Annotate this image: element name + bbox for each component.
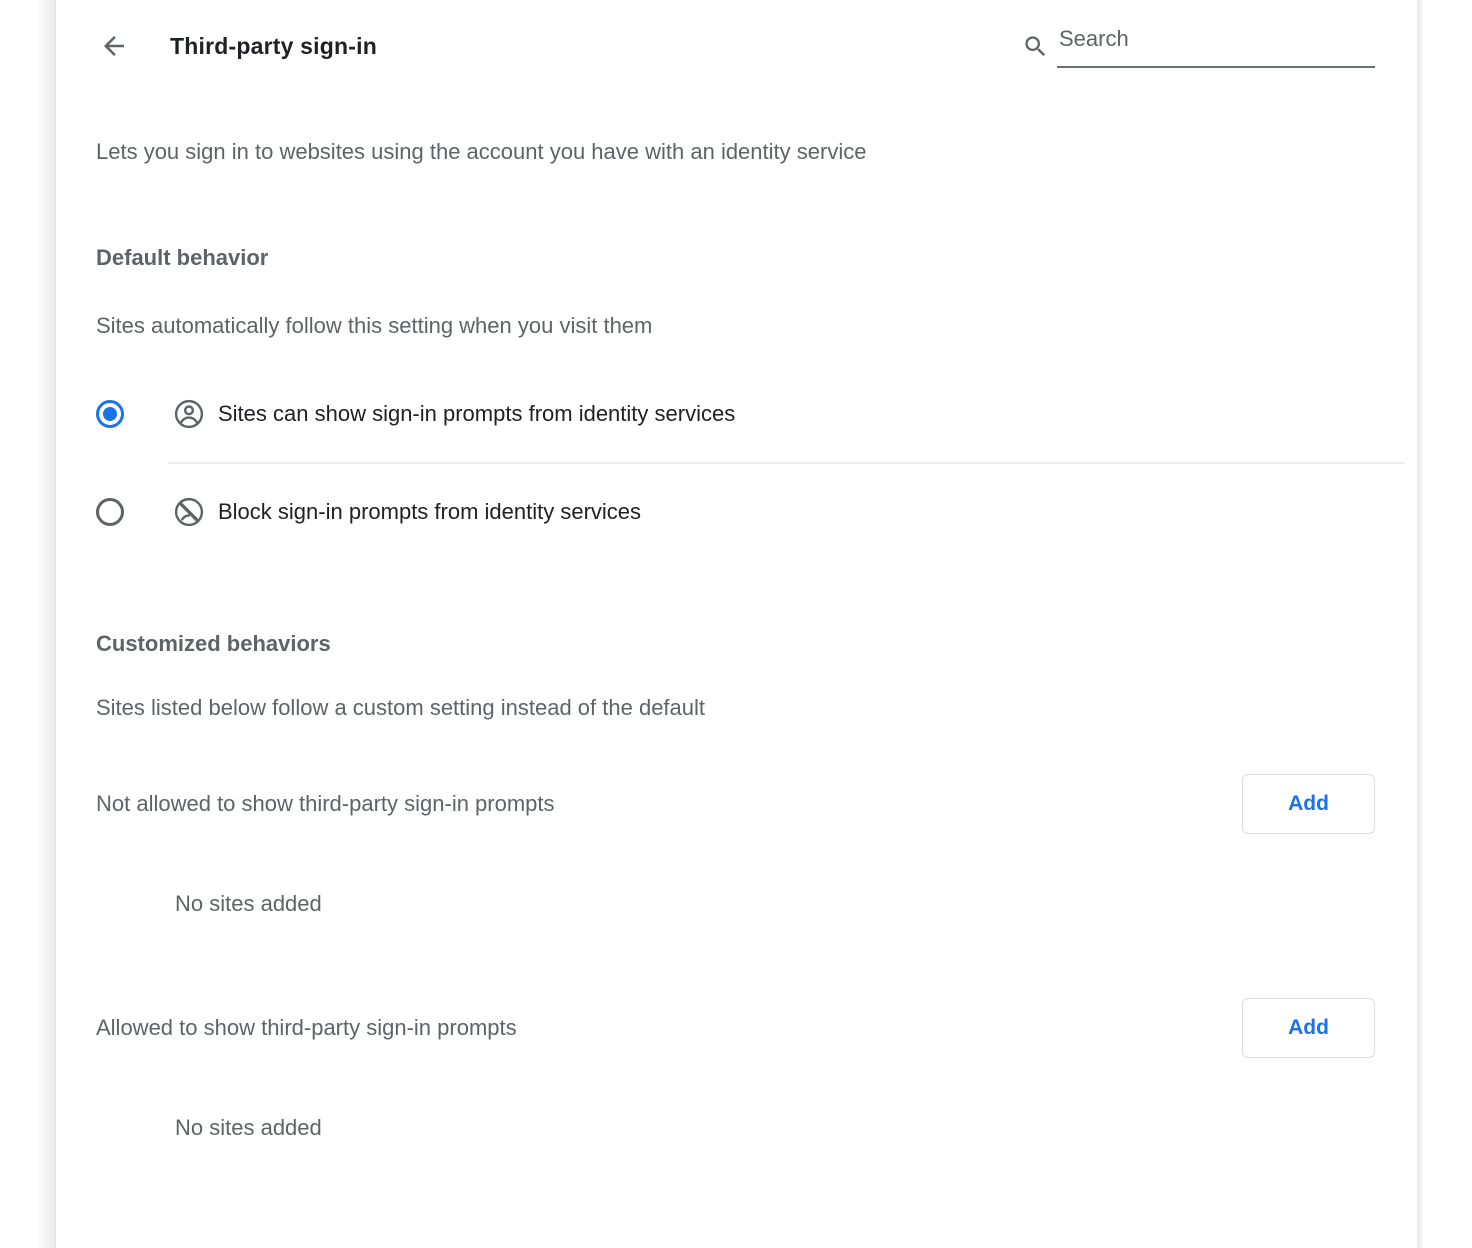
not-allowed-list-label: Not allowed to show third-party sign-in prompts	[96, 791, 555, 816]
settings-content	[57, 138, 1417, 1142]
account-circle-icon	[172, 397, 206, 431]
allowed-list-label: Allowed to show third-party sign-in prompts	[96, 1015, 517, 1040]
allowed-empty-text: No sites added	[175, 1115, 322, 1140]
not-allowed-list-header	[96, 774, 1375, 834]
not-allowed-empty-text: No sites added	[175, 891, 322, 916]
page-title: Third-party sign-in	[170, 32, 377, 59]
page-description: Lets you sign in to websites using the account you have with an identity service	[96, 139, 867, 164]
option-block-signin-prompts[interactable]	[96, 484, 1375, 540]
option-label: Sites can show sign-in prompts from identity services	[218, 401, 736, 426]
radio-selected[interactable]	[96, 400, 124, 428]
divider	[168, 462, 1405, 464]
search-input[interactable]	[1057, 24, 1375, 68]
radio-unselected[interactable]	[96, 498, 124, 526]
option-label: Block sign-in prompts from identity services	[218, 499, 642, 524]
add-allowed-site-button[interactable]: Add	[1242, 998, 1375, 1058]
allowed-list-header	[96, 998, 1375, 1058]
option-allow-signin-prompts[interactable]	[96, 386, 1375, 442]
customized-behaviors-heading: Customized behaviors	[96, 631, 331, 656]
settings-card	[57, 0, 1417, 1248]
page-right-edge	[1417, 0, 1423, 1248]
back-button[interactable]	[96, 28, 132, 64]
default-behavior-subheading: Sites automatically follow this setting when you visit them	[96, 313, 653, 338]
default-behavior-heading: Default behavior	[96, 245, 269, 270]
settings-header	[57, 0, 1417, 70]
search-icon	[1022, 33, 1049, 60]
add-not-allowed-site-button[interactable]: Add	[1242, 774, 1375, 834]
search-field	[1022, 24, 1375, 68]
page-left-edge	[38, 0, 56, 1248]
account-blocked-icon	[172, 495, 206, 529]
customized-behaviors-subheading: Sites listed below follow a custom setting instead of the default	[96, 695, 706, 720]
back-arrow-icon	[99, 31, 129, 61]
